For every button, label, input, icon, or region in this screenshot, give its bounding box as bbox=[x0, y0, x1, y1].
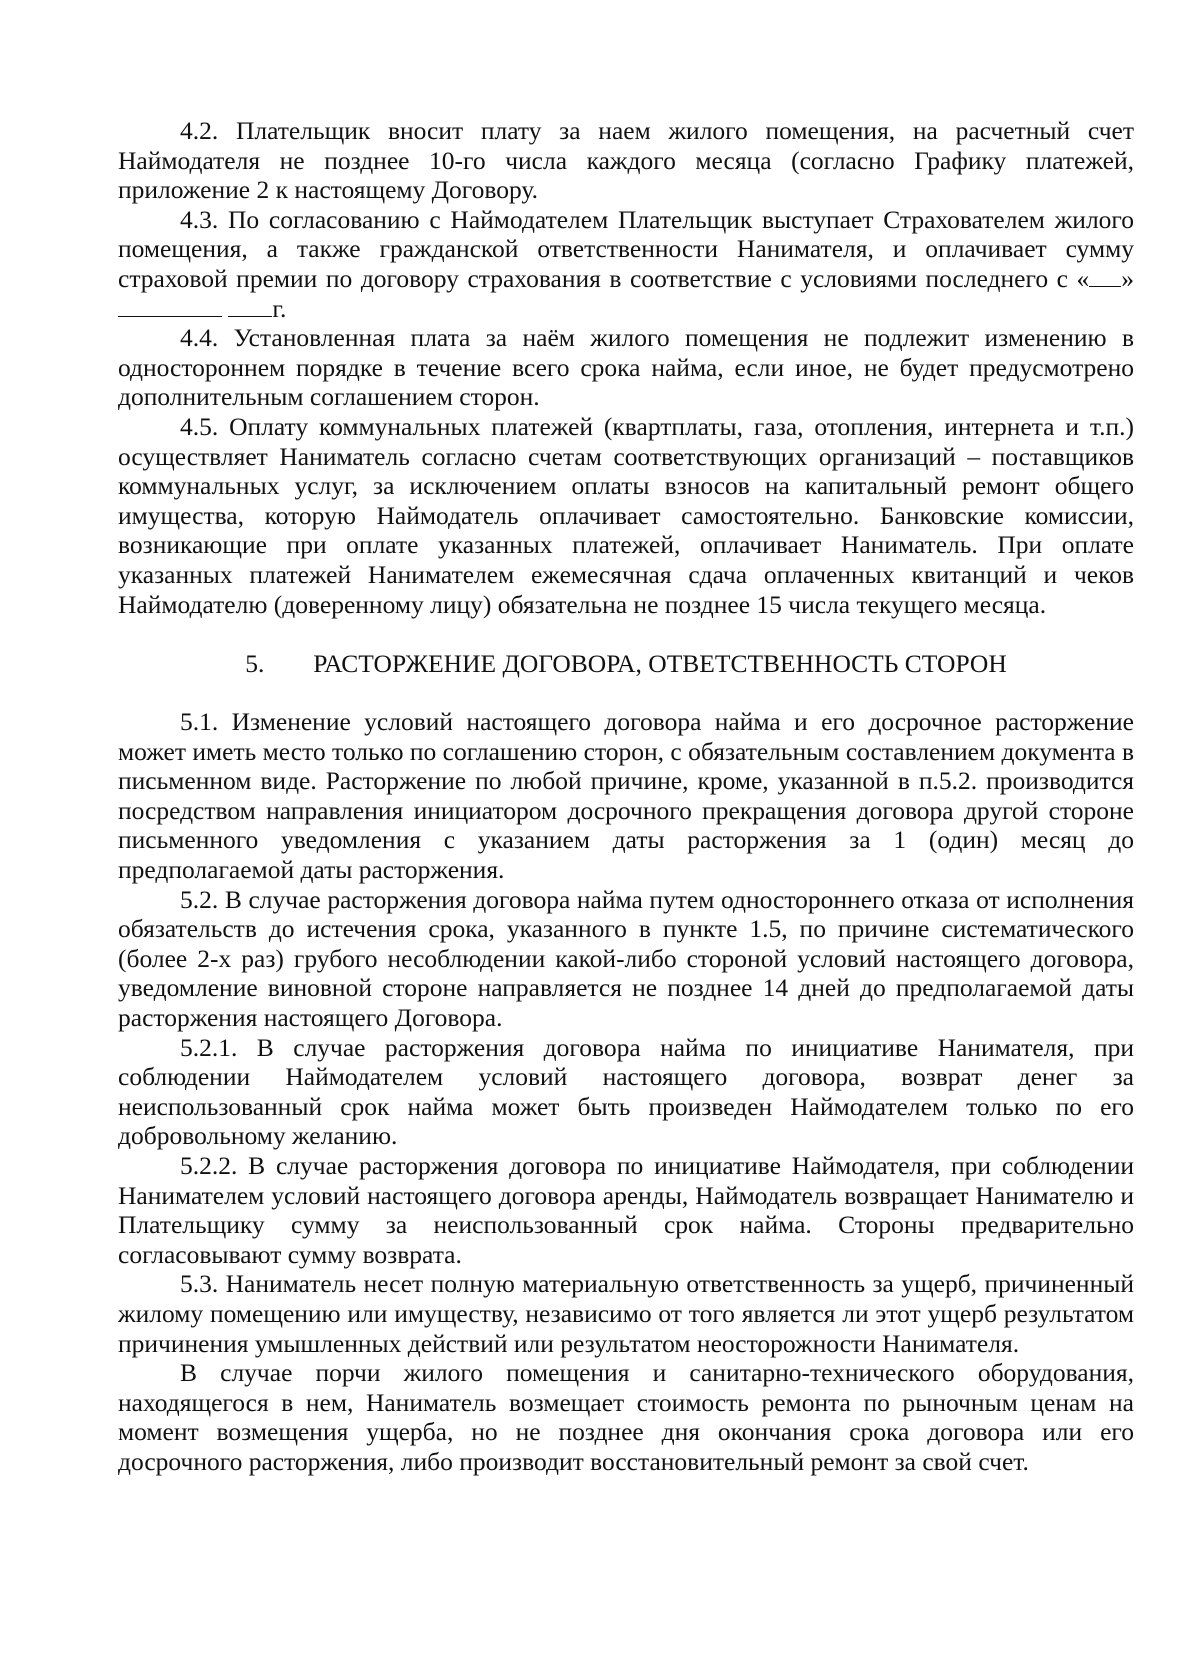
quote-close: » bbox=[1121, 263, 1134, 293]
month-blank bbox=[118, 294, 222, 317]
clause-5-3-continued: В случае порчи жилого помещения и санитарно-технического оборудования, находящегося в нем, Наниматель возмещает стоимость ремонта по рыночным ценам на момент возмещения ущерба, но не позднее дня окончания срока договора или его досрочного расторжения, либо производит восстановительный ремонт за свой счет. bbox=[118, 1358, 1134, 1476]
clause-4-3-text: 4.3. По согласованию с Наймодателем Плательщик выступает Страхователем жилого помещения, а также гражданской ответственности Нанимателя, и оплачивает сумму страховой премии по договору страхования в соответствие с условиями последнего с « bbox=[118, 204, 1134, 293]
year-suffix: г. bbox=[272, 293, 287, 323]
section-number: 5. bbox=[245, 649, 265, 679]
clause-5-2: 5.2. В случае расторжения договора найма путем одностороннего отказа от исполнения обязательств до истечения срока, указанного в пункте 1.5, по причине систематического (более 2-х раз) грубого несоблюдении какой-либо стороной условий настоящего договора, уведомление виновной стороне направляется не позднее 14 дней до предполагаемой даты расторжения настоящего Договора. bbox=[118, 884, 1134, 1033]
clause-5-2-1: 5.2.1. В случае расторжения договора найма по инициативе Нанимателя, при соблюдении Наймодателем условий настоящего договора, возврат денег за неиспользованный срок найма может быть произведен Наймодателем только по его добровольному желанию. bbox=[118, 1032, 1134, 1151]
section-heading bbox=[118, 649, 1134, 679]
clause-4-3 bbox=[118, 205, 1134, 323]
document-body bbox=[118, 116, 1134, 1477]
year-blank bbox=[228, 294, 272, 317]
clause-5-1: 5.1. Изменение условий настоящего договора найма и его досрочное расторжение может иметь место только по соглашению сторон, с обязательным составлением документа в письменном виде. Расторжение по любой причине, кроме, указанной в п.5.2. производится посредством направления инициатором досрочного прекращения договора другой стороне письменного уведомления с указанием даты расторжения за 1 (один) месяц до предполагаемой даты расторжения. bbox=[118, 707, 1134, 885]
section-title: РАСТОРЖЕНИЕ ДОГОВОРА, ОТВЕТСТВЕННОСТЬ СТОРОН bbox=[313, 649, 1007, 679]
clause-5-3: 5.3. Наниматель несет полную материальную ответственность за ущерб, причиненный жилому помещению или имуществу, независимо от того является ли этот ущерб результатом причинения умышленных действий или результатом неосторожности Нанимателя. bbox=[118, 1269, 1134, 1358]
clause-4-2: 4.2. Плательщик вносит плату за наем жилого помещения, на расчетный счет Наймодателя не позднее 10-го числа каждого месяца (согласно Графику платежей, приложение 2 к настоящему Договору. bbox=[118, 116, 1134, 205]
clause-4-4: 4.4. Установленная плата за наём жилого помещения не подлежит изменению в одностороннем порядке в течение всего срока найма, если иное, не будет предусмотрено дополнительным соглашением сторон. bbox=[118, 323, 1134, 412]
clause-4-5: 4.5. Оплату коммунальных платежей (квартплаты, газа, отопления, интернета и т.п.) осуществляет Наниматель согласно счетам соответствующих организаций – поставщиков коммунальных услуг, за исключением оплаты взносов на капитальный ремонт общего имущества, которую Наймодатель оплачивает самостоятельно. Банковские комиссии, возникающие при оплате указанных платежей, оплачивает Наниматель. При оплате указанных платежей Нанимателем ежемесячная сдача оплаченных квитанций и чеков Наймодателю (доверенному лицу) обязательна не позднее 15 числа текущего месяца. bbox=[118, 411, 1134, 619]
clause-5-2-2: 5.2.2. В случае расторжения договора по инициативе Наймодателя, при соблюдении Нанимателем условий настоящего договора аренды, Наймодатель возвращает Нанимателю и Плательщику сумму за неиспользованный срок найма. Стороны предварительно согласовывают сумму возврата. bbox=[118, 1151, 1134, 1269]
day-blank bbox=[1089, 264, 1121, 287]
